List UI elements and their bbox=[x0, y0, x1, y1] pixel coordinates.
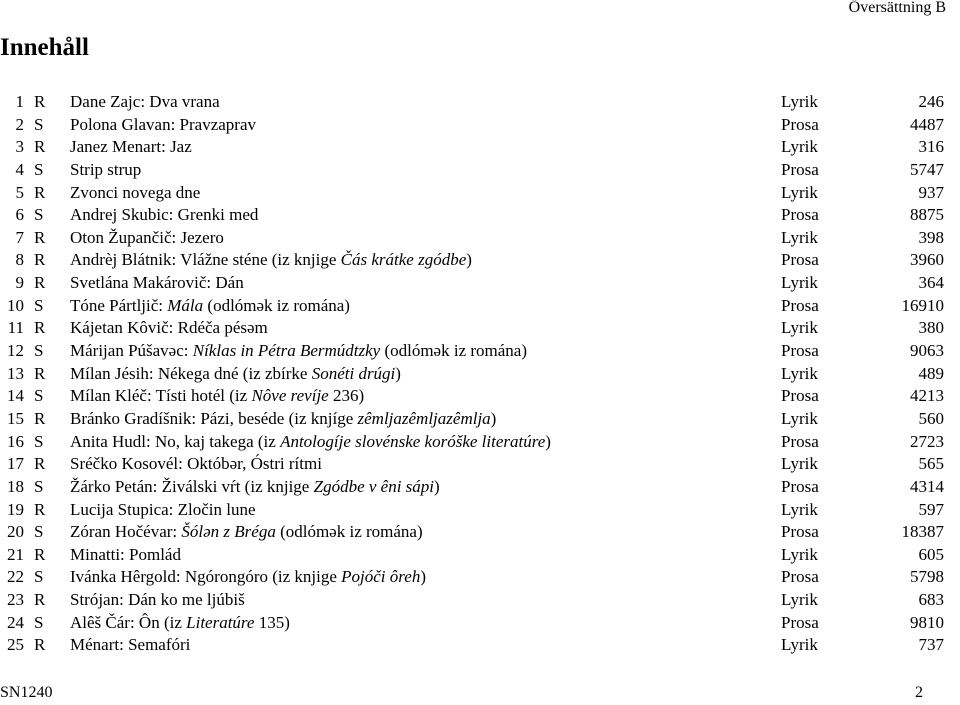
entry-title: Ménart: Semafóri bbox=[70, 635, 191, 655]
entry-pages: 489 bbox=[918, 363, 944, 383]
entry-pages: 246 bbox=[918, 92, 944, 111]
footer-page-number: 2 bbox=[915, 684, 923, 701]
running-header: Översättning B bbox=[848, 0, 946, 16]
toc-row bbox=[0, 227, 960, 250]
entry-title: Žárko Petán: Živálski vŕt (iz knjige Zgódbe v êni sápi) bbox=[70, 476, 440, 496]
entry-code: S bbox=[34, 295, 44, 315]
entry-pages: 4314 bbox=[910, 476, 944, 496]
entry-title: Andrej Skubic: Grenki med bbox=[70, 205, 259, 225]
entry-pages: 4213 bbox=[910, 386, 944, 406]
entry-title: Kájetan Kôvič: Rdéča pésəm bbox=[70, 318, 268, 338]
entry-code: R bbox=[34, 182, 46, 202]
entry-number: 13 bbox=[7, 363, 24, 383]
entry-title: Mílan Kléč: Tísti hotél (iz Nôve revíje 236) bbox=[70, 386, 365, 406]
toc-row bbox=[0, 544, 960, 567]
toc-row bbox=[0, 521, 960, 544]
entry-number: 19 bbox=[7, 499, 24, 519]
entry-genre: Prosa bbox=[781, 250, 819, 270]
entry-number: 9 bbox=[15, 273, 24, 293]
toc-row bbox=[0, 612, 960, 635]
entry-number: 7 bbox=[15, 227, 24, 247]
entry-genre: Lyrik bbox=[781, 635, 818, 655]
entry-number: 1 bbox=[15, 92, 24, 111]
entry-number: 2 bbox=[15, 114, 24, 134]
entry-pages: 605 bbox=[918, 544, 944, 564]
toc-row bbox=[0, 431, 960, 454]
entry-title: Strip strup bbox=[70, 159, 142, 179]
entry-title: Bránko Gradíšnik: Pázi, beséde (iz knjíge zêmljazêmljazêmlja) bbox=[70, 408, 497, 428]
entry-genre: Lyrik bbox=[781, 273, 818, 293]
entry-title: Andrèj Blátnik: Vlážne sténe (iz knjige Čás krátke zgódbe) bbox=[70, 250, 472, 270]
entry-code: S bbox=[34, 522, 44, 542]
entry-genre: Lyrik bbox=[781, 499, 818, 519]
toc-row bbox=[0, 159, 960, 182]
entry-pages: 937 bbox=[918, 182, 944, 202]
entry-number: 21 bbox=[7, 544, 24, 564]
entry-code: R bbox=[34, 363, 46, 383]
toc-row bbox=[0, 91, 960, 114]
toc-row bbox=[0, 272, 960, 295]
entry-title: Márijan Púšavəc: Níklas in Pétra Bermúdtzky (odlómək iz romána) bbox=[70, 341, 528, 361]
entry-number: 25 bbox=[7, 635, 24, 655]
toc-row bbox=[0, 589, 960, 612]
entry-genre: Prosa bbox=[781, 386, 819, 406]
entry-title: Zvonci novega dne bbox=[70, 182, 201, 202]
toc-row bbox=[0, 499, 960, 522]
entry-number: 24 bbox=[7, 612, 24, 632]
entry-number: 16 bbox=[7, 431, 24, 451]
toc-row bbox=[0, 566, 960, 589]
entry-title: Svetlána Makárovič: Dán bbox=[70, 273, 244, 293]
entry-pages: 9063 bbox=[910, 341, 944, 361]
entry-code: R bbox=[34, 408, 46, 428]
entry-title: Alêš Čár: Ôn (iz Literatúre 135) bbox=[70, 612, 290, 632]
entry-genre: Lyrik bbox=[781, 454, 818, 474]
toc-row bbox=[0, 249, 960, 272]
entry-genre: Lyrik bbox=[781, 137, 818, 157]
entry-genre: Prosa bbox=[781, 159, 819, 179]
entry-number: 5 bbox=[15, 182, 24, 202]
entry-genre: Lyrik bbox=[781, 92, 818, 111]
entry-number: 14 bbox=[7, 386, 24, 406]
entry-number: 11 bbox=[7, 318, 24, 338]
entry-pages: 8875 bbox=[910, 205, 944, 225]
entry-code: S bbox=[34, 386, 44, 406]
entry-title: Dane Zajc: Dva vrana bbox=[70, 92, 220, 111]
entry-code: R bbox=[34, 92, 46, 111]
entry-genre: Prosa bbox=[781, 114, 819, 134]
page-title: Innehåll bbox=[0, 34, 89, 61]
entry-genre: Lyrik bbox=[781, 318, 818, 338]
entry-genre: Prosa bbox=[781, 431, 819, 451]
entry-code: R bbox=[34, 318, 46, 338]
entry-code: R bbox=[34, 273, 46, 293]
toc-row bbox=[0, 363, 960, 386]
entry-number: 12 bbox=[7, 341, 24, 361]
entry-code: R bbox=[34, 635, 46, 655]
toc-row bbox=[0, 136, 960, 159]
entry-code: R bbox=[34, 250, 46, 270]
entry-code: S bbox=[34, 114, 44, 134]
toc-row bbox=[0, 634, 960, 657]
entry-title: Mílan Jésih: Nékega dné (iz zbírke Sonéti drúgi) bbox=[70, 363, 401, 383]
entry-genre: Lyrik bbox=[781, 363, 818, 383]
entry-number: 17 bbox=[7, 454, 24, 474]
entry-title: Sréčko Kosovél: Októbər, Óstri rítmi bbox=[70, 454, 322, 474]
entry-genre: Prosa bbox=[781, 567, 819, 587]
entry-title: Strójan: Dán ko me ljúbiš bbox=[70, 590, 245, 610]
entry-title: Oton Župančič: Jezero bbox=[70, 227, 224, 247]
entry-code: R bbox=[34, 454, 46, 474]
entry-pages: 4487 bbox=[910, 114, 944, 134]
entry-genre: Lyrik bbox=[781, 227, 818, 247]
entry-title: Anita Hudl: No, kaj takega (iz Antologíje slovénske koróške literatúre) bbox=[70, 431, 551, 451]
entry-pages: 560 bbox=[918, 408, 944, 428]
entry-number: 20 bbox=[7, 522, 24, 542]
entry-pages: 5798 bbox=[910, 567, 944, 587]
toc-row bbox=[0, 385, 960, 408]
entry-code: S bbox=[34, 341, 44, 361]
entry-pages: 5747 bbox=[910, 159, 944, 179]
entry-pages: 380 bbox=[918, 318, 944, 338]
entry-number: 18 bbox=[7, 476, 24, 496]
entry-pages: 398 bbox=[918, 227, 944, 247]
entry-title: Minatti: Pomlád bbox=[70, 544, 181, 564]
entry-title: Lucija Stupica: Zločin lune bbox=[70, 499, 256, 519]
entry-code: S bbox=[34, 159, 44, 179]
entry-number: 4 bbox=[15, 159, 24, 179]
entry-title: Janez Menart: Jaz bbox=[70, 137, 192, 157]
entry-pages: 565 bbox=[918, 454, 944, 474]
entry-genre: Prosa bbox=[781, 341, 819, 361]
entry-code: S bbox=[34, 476, 44, 496]
entry-title: Polona Glavan: Pravzaprav bbox=[70, 114, 256, 134]
entry-code: S bbox=[34, 205, 44, 225]
toc-row bbox=[0, 340, 960, 363]
table-of-contents bbox=[0, 91, 960, 657]
toc-row bbox=[0, 408, 960, 431]
entry-number: 8 bbox=[15, 250, 24, 270]
entry-number: 23 bbox=[7, 590, 24, 610]
entry-number: 15 bbox=[7, 408, 24, 428]
entry-title: Zóran Hočévar: Šólən z Bréga (odlómək iz romána) bbox=[70, 522, 423, 542]
entry-pages: 3960 bbox=[910, 250, 944, 270]
entry-genre: Prosa bbox=[781, 295, 819, 315]
entry-genre: Lyrik bbox=[781, 590, 818, 610]
entry-genre: Lyrik bbox=[781, 544, 818, 564]
toc-row bbox=[0, 453, 960, 476]
entry-genre: Prosa bbox=[781, 612, 819, 632]
entry-code: R bbox=[34, 137, 46, 157]
entry-pages: 737 bbox=[918, 635, 944, 655]
toc-row bbox=[0, 182, 960, 205]
toc-row bbox=[0, 317, 960, 340]
entry-code: R bbox=[34, 499, 46, 519]
entry-genre: Prosa bbox=[781, 476, 819, 496]
entry-code: S bbox=[34, 612, 44, 632]
entry-pages: 9810 bbox=[910, 612, 944, 632]
entry-title: Ivánka Hêrgold: Ngórongóro (iz knjige Pojóči ôreh) bbox=[70, 567, 426, 587]
entry-pages: 2723 bbox=[910, 431, 944, 451]
entry-code: R bbox=[34, 590, 46, 610]
entry-code: S bbox=[34, 431, 44, 451]
entry-pages: 597 bbox=[918, 499, 944, 519]
toc-row bbox=[0, 476, 960, 499]
entry-number: 6 bbox=[15, 205, 24, 225]
entry-pages: 18387 bbox=[901, 522, 944, 542]
entry-pages: 16910 bbox=[901, 295, 944, 315]
entry-code: R bbox=[34, 227, 46, 247]
entry-pages: 316 bbox=[918, 137, 944, 157]
entry-code: R bbox=[34, 544, 46, 564]
entry-number: 10 bbox=[7, 295, 24, 315]
toc-row bbox=[0, 295, 960, 318]
entry-genre: Prosa bbox=[781, 205, 819, 225]
entry-genre: Prosa bbox=[781, 522, 819, 542]
entry-title: Tóne Pártljič: Mála (odlómək iz romána) bbox=[70, 295, 350, 315]
toc-row bbox=[0, 114, 960, 137]
entry-code: S bbox=[34, 567, 44, 587]
entry-number: 3 bbox=[15, 137, 24, 157]
entry-number: 22 bbox=[7, 567, 24, 587]
toc-row bbox=[0, 204, 960, 227]
entry-pages: 364 bbox=[918, 273, 944, 293]
entry-pages: 683 bbox=[918, 590, 944, 610]
footer-code: SN1240 bbox=[0, 684, 53, 701]
entry-genre: Lyrik bbox=[781, 182, 818, 202]
entry-genre: Lyrik bbox=[781, 408, 818, 428]
